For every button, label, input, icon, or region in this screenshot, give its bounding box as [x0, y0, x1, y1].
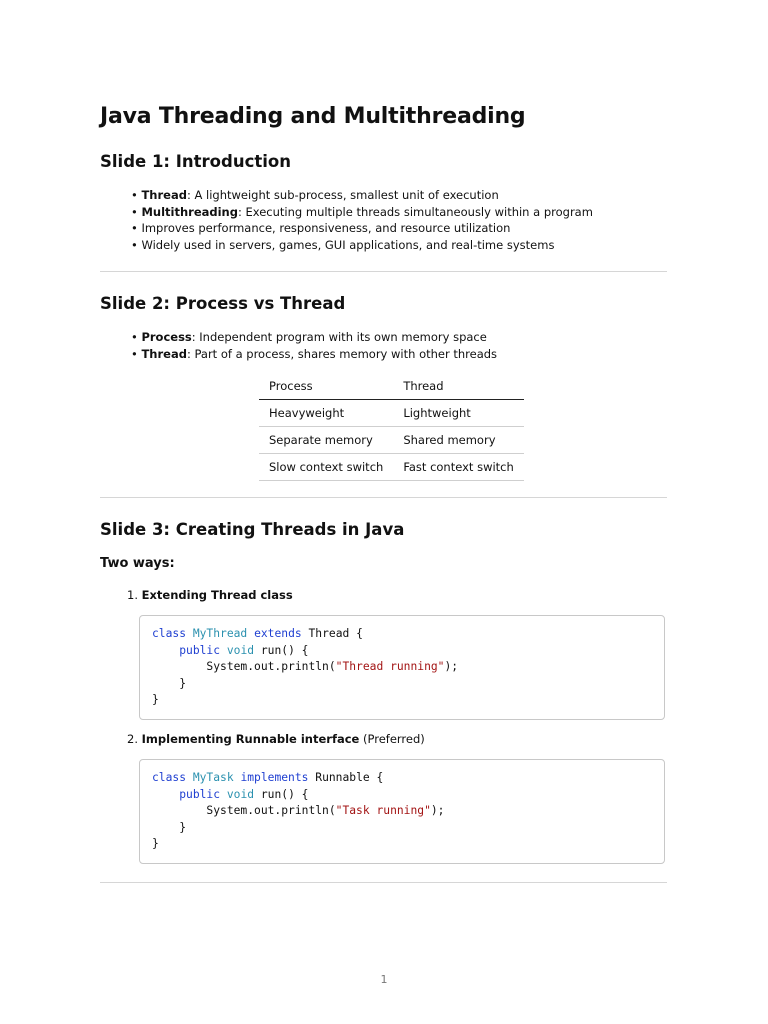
slide2-heading: Slide 2: Process vs Thread	[100, 294, 346, 313]
slide1-bullet-list	[131, 187, 593, 253]
table-cell: Slow context switch	[259, 454, 393, 481]
list-item: • Improves performance, responsiveness, and resource utilization	[131, 220, 593, 237]
table-row	[259, 454, 524, 481]
table-cell: Separate memory	[259, 427, 393, 454]
table-header-cell: Process	[259, 373, 393, 400]
process-thread-table	[259, 373, 524, 481]
table-cell: Fast context switch	[393, 454, 523, 481]
table-header-row	[259, 373, 524, 400]
list-item: • Widely used in servers, games, GUI applications, and real-time systems	[131, 237, 593, 254]
table-row	[259, 427, 524, 454]
table-header-cell: Thread	[393, 373, 523, 400]
slide3-heading: Slide 3: Creating Threads in Java	[100, 520, 405, 539]
page-number: 1	[380, 973, 388, 986]
step-2-label: 2. Implementing Runnable interface (Preferred)	[127, 732, 425, 746]
list-item: • Thread: A lightweight sub-process, smallest unit of execution	[131, 187, 593, 204]
step-1-label: 1. Extending Thread class	[127, 588, 293, 602]
section-divider	[100, 271, 667, 272]
slide2-bullet-list	[131, 329, 497, 362]
code-block-runnable: class MyTask implements Runnable { public void run() { System.out.println("Task running"); } }	[139, 759, 665, 864]
table-cell: Lightweight	[393, 400, 523, 427]
list-item: • Thread: Part of a process, shares memory with other threads	[131, 346, 497, 363]
section-divider	[100, 882, 667, 883]
document-title: Java Threading and Multithreading	[100, 104, 526, 129]
section-divider	[100, 497, 667, 498]
slide1-heading: Slide 1: Introduction	[100, 152, 291, 171]
code-block-thread: class MyThread extends Thread { public void run() { System.out.println("Thread running"); } }	[139, 615, 665, 720]
table-row	[259, 400, 524, 427]
slide3-subheading: Two ways:	[100, 556, 175, 571]
list-item: • Process: Independent program with its own memory space	[131, 329, 497, 346]
table-cell: Heavyweight	[259, 400, 393, 427]
table-cell: Shared memory	[393, 427, 523, 454]
list-item: • Multithreading: Executing multiple threads simultaneously within a program	[131, 204, 593, 221]
